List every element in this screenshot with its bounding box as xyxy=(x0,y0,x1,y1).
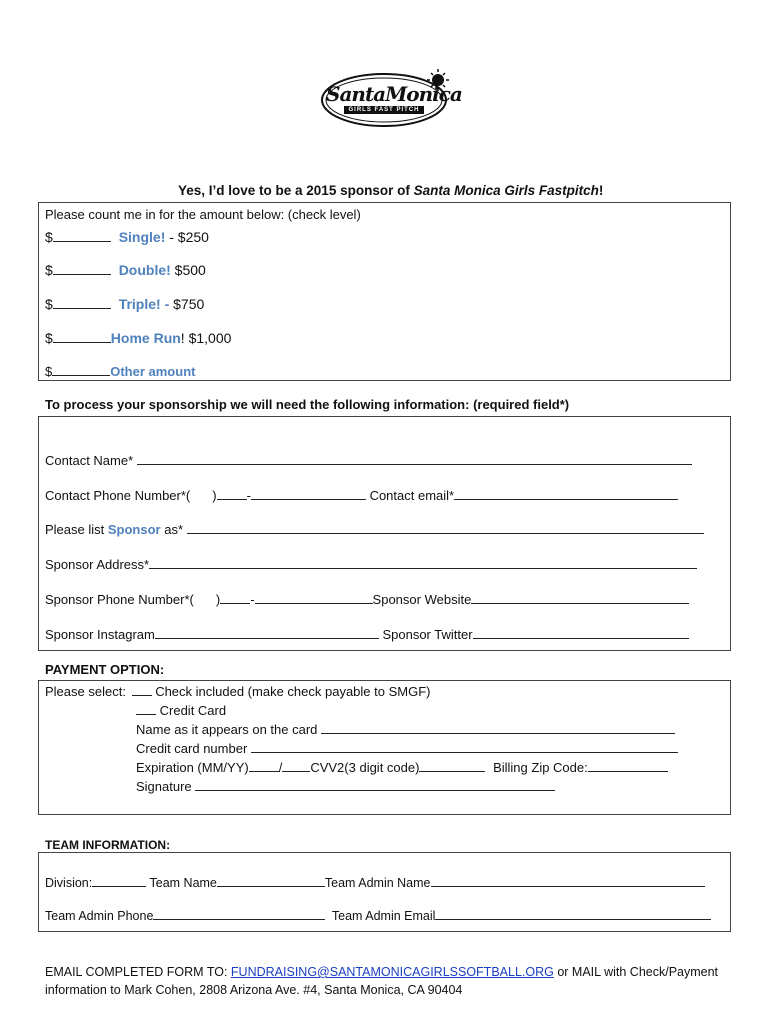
card-option-label: Credit Card xyxy=(159,703,227,718)
team-admin-phone-label: Team Admin Phone xyxy=(45,909,154,923)
check-option-checkbox[interactable] xyxy=(132,683,152,696)
amount-blank[interactable] xyxy=(53,296,111,309)
sponsor-list-suffix: as* xyxy=(160,522,184,537)
team-heading: TEAM INFORMATION: xyxy=(45,838,171,852)
footer-line-2: information to Mark Cohen, 2808 Arizona Ave. #4, Santa Monica, CA 90404 xyxy=(45,983,463,997)
sponsor-instagram-label: Sponsor Instagram xyxy=(45,627,155,642)
dollar-sign: $ xyxy=(45,296,53,312)
sponsor-phone-field[interactable] xyxy=(255,591,373,604)
level-amount: ! $1,000 xyxy=(180,330,232,346)
sponsor-phone-row xyxy=(45,591,689,608)
sponsor-word: Sponsor xyxy=(107,522,161,537)
payment-check-row xyxy=(45,683,430,700)
amount-blank[interactable] xyxy=(53,330,111,343)
title-prefix: Yes, I’d love to be a 2015 sponsor of xyxy=(178,183,414,198)
title-org: Santa Monica Girls Fastpitch xyxy=(413,183,599,198)
cvv-field[interactable] xyxy=(419,759,485,772)
contact-phone-prefix-field[interactable] xyxy=(217,487,247,500)
dollar-sign: $ xyxy=(45,364,53,379)
level-name: Single! xyxy=(118,229,166,245)
amount-blank[interactable] xyxy=(53,262,111,275)
sponsor-twitter-label: Sponsor Twitter xyxy=(382,627,473,642)
sponsor-website-field[interactable] xyxy=(471,591,689,604)
level-amount: $750 xyxy=(169,296,205,312)
sponsor-name-field[interactable] xyxy=(187,521,704,534)
sponsor-list-label: Please list xyxy=(45,522,108,537)
info-heading: To process your sponsorship we will need the following information: (required field*) xyxy=(45,397,570,412)
cvv-label: CVV2(3 digit code) xyxy=(310,760,420,775)
payment-card-row xyxy=(136,702,226,719)
division-label: Division: xyxy=(45,876,93,890)
level-home-run[interactable] xyxy=(45,330,231,346)
sponsor-address-field[interactable] xyxy=(149,556,697,569)
level-name: Other amount xyxy=(110,364,196,379)
level-single[interactable] xyxy=(45,229,209,245)
sponsor-social-row xyxy=(45,626,689,643)
card-number-row xyxy=(136,740,678,757)
phone-dash: - xyxy=(250,592,255,607)
amount-blank[interactable] xyxy=(52,363,110,376)
team-name-field[interactable] xyxy=(217,874,325,887)
level-triple[interactable] xyxy=(45,296,204,312)
sponsor-website-label: Sponsor Website xyxy=(372,592,472,607)
name-on-card-row xyxy=(136,721,675,738)
signature-row xyxy=(136,778,555,795)
contact-phone-row xyxy=(45,487,678,504)
expiration-label: Expiration (MM/YY) xyxy=(136,760,249,775)
team-admin-email-label: Team Admin Email xyxy=(331,909,436,923)
contact-phone-label: Contact Phone Number*( xyxy=(45,488,191,503)
contact-name-field[interactable] xyxy=(137,452,692,465)
level-name: Triple! - xyxy=(118,296,170,312)
billing-zip-label: Billing Zip Code: xyxy=(493,760,588,775)
contact-email-field[interactable] xyxy=(454,487,678,500)
team-admin-email-field[interactable] xyxy=(435,907,711,920)
exp-month-field[interactable] xyxy=(249,759,279,772)
level-amount: - $250 xyxy=(165,229,209,245)
level-name: Home Run xyxy=(110,330,181,346)
footer-line-1 xyxy=(45,964,718,980)
team-name-label: Team Name xyxy=(149,876,217,890)
footer-prefix: EMAIL COMPLETED FORM TO: xyxy=(45,965,231,979)
logo-text: SantaMonica xyxy=(326,82,462,106)
sponsor-address-row xyxy=(45,556,697,573)
page-title xyxy=(178,183,603,199)
contact-name-row xyxy=(45,452,692,469)
level-other[interactable] xyxy=(45,363,195,380)
level-intro: Please count me in for the amount below: (check level) xyxy=(45,207,361,222)
name-on-card-field[interactable] xyxy=(321,721,675,734)
contact-phone-field[interactable] xyxy=(251,487,366,500)
billing-zip-field[interactable] xyxy=(588,759,668,772)
level-amount: $500 xyxy=(170,262,206,278)
fundraising-email-link[interactable]: FUNDRAISING@SANTAMONICAGIRLSSOFTBALL.ORG xyxy=(230,965,554,979)
level-name: Double! xyxy=(118,262,171,278)
title-suffix: ! xyxy=(598,183,604,198)
sponsor-phone-label: Sponsor Phone Number*( xyxy=(45,592,194,607)
team-row-2 xyxy=(45,907,711,924)
card-option-checkbox[interactable] xyxy=(136,702,156,715)
card-number-field[interactable] xyxy=(251,740,678,753)
sponsor-phone-prefix-field[interactable] xyxy=(220,591,250,604)
dollar-sign: $ xyxy=(45,330,53,346)
footer-suffix: or MAIL with Check/Payment xyxy=(553,965,719,979)
sponsor-twitter-field[interactable] xyxy=(473,626,689,639)
contact-name-label: Contact Name* xyxy=(45,453,134,468)
sponsor-instagram-field[interactable] xyxy=(155,626,379,639)
dollar-sign: $ xyxy=(45,229,53,245)
name-on-card-label: Name as it appears on the card xyxy=(136,722,318,737)
signature-field[interactable] xyxy=(195,778,555,791)
division-field[interactable] xyxy=(92,874,146,887)
level-double[interactable] xyxy=(45,262,206,278)
sponsor-name-row xyxy=(45,521,704,538)
phone-dash: - xyxy=(246,488,251,503)
exp-year-field[interactable] xyxy=(282,759,310,772)
team-admin-name-field[interactable] xyxy=(431,874,705,887)
team-admin-name-label: Team Admin Name xyxy=(324,876,431,890)
dollar-sign: $ xyxy=(45,262,53,278)
payment-heading: PAYMENT OPTION: xyxy=(45,662,165,677)
phone-paren: ) xyxy=(215,592,221,607)
card-number-label: Credit card number xyxy=(136,741,248,756)
sponsor-address-label: Sponsor Address* xyxy=(45,557,150,572)
amount-blank[interactable] xyxy=(53,229,111,242)
expiration-row xyxy=(136,759,668,776)
payment-select-label: Please select: xyxy=(45,684,126,699)
exp-slash: / xyxy=(278,760,283,775)
logo xyxy=(318,68,462,130)
signature-label: Signature xyxy=(136,779,192,794)
contact-email-label: Contact email* xyxy=(369,488,455,503)
team-row-1 xyxy=(45,874,705,891)
logo-subtext: GIRLS FAST PITCH xyxy=(348,107,420,113)
team-admin-phone-field[interactable] xyxy=(153,907,325,920)
check-option-label: Check included (make check payable to SMGF) xyxy=(155,684,431,699)
phone-paren: ) xyxy=(212,488,217,503)
